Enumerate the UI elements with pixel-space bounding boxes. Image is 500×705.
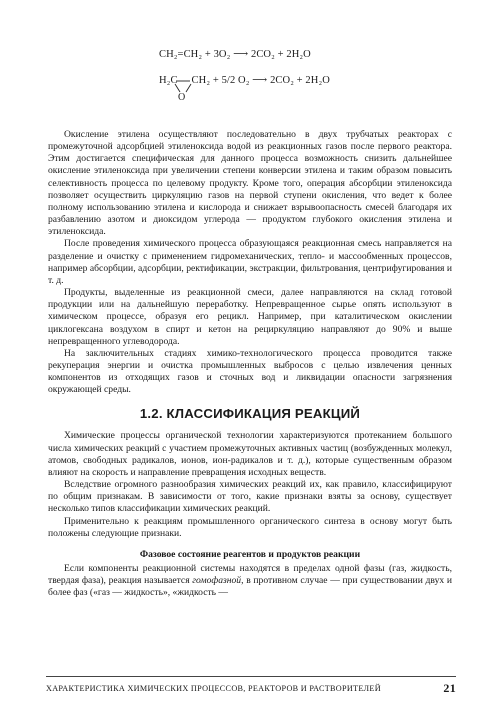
- section-paragraph-3: Применительно к реакциям промышленного органического синтеза в основу могут быть положены следующие признаки.: [48, 515, 452, 539]
- term-homophase: гомофазной: [192, 575, 242, 586]
- paragraph-2: После проведения химического процесса образующаяся реакционная смесь направляется на разделение и очистку с применением гидромеханических, тепло- и массообменных процессов, например абсорбции, адсорбции, ректификации, экстракции, фильтрования, центрифугирования и т. д.: [48, 238, 452, 286]
- page-body: [48, 129, 452, 599]
- section-heading: 1.2. КЛАССИФИКАЦИЯ РЕАКЦИЙ: [139, 406, 361, 422]
- equation-epoxide-left: H₂C: [159, 75, 178, 86]
- running-footer-title: ХАРАКТЕРИСТИКА ХИМИЧЕСКИХ ПРОЦЕССОВ, РЕАКТОРОВ И РАСТВОРИТЕЛЕЙ: [46, 684, 381, 693]
- section-paragraph-2: Вследствие огромного разнообразия химических реакций их, как правило, классифицируют по общим признакам. В зависимости от того, какие признаки взяты за основу, существует несколько типов классификации химических реакций.: [48, 479, 452, 515]
- page-number: 21: [443, 681, 456, 695]
- page-footer: [46, 676, 456, 695]
- epoxide-ring-bonds: [166, 80, 206, 98]
- equation-epoxide-right: + 5/2 O₂ ⟶ 2CO₂ + 2H₂O: [212, 75, 330, 86]
- last-paragraph-text-after: , в противном случае — при существовании двух и более фаз («газ — жидкость», «жидкость —: [48, 575, 452, 599]
- last-paragraph: [48, 563, 452, 599]
- equation-ethylene-oxidation: CH₂=CH₂ + 3O₂ ⟶ 2CO₂ + 2H₂O: [159, 49, 311, 60]
- last-paragraph-text-before: Если компоненты реакционной системы находятся в пределах одной фазы (газ, жидкость, твердая фаза), реакция называется: [48, 562, 452, 586]
- section-paragraph-1: Химические процессы органической технологии характеризуются протеканием большого числа химических реакций с участием промежуточных активных частиц (возбужденных молекул, атомов, свободных радикалов, ионов, ион-радикалов и т. д.), которые существенным образом влияют на скорость и направление превращения исходных веществ.: [48, 430, 452, 478]
- paragraph-1: Окисление этилена осуществляют последовательно в двух трубчатых реакторах с промежуточной адсорбцией этиленоксида водой из реакционных газов после первого реактора. Этим достигается специфическая для данного процесса возможность снизить дальнейшее окисление этиленоксида при увеличении степени конверсии этилена и таким образом повысить селективность процесса по целевому продукту. Кроме того, операция абсорбции этиленоксида позволяет осуществить циркуляцию газов на первой ступени окисления, что ведет к более полному использованию этилена и кислорода и снижает взрывоопасность смесей благодаря их разбавлению азотом и диоксидом углерода — продуктом глубокого окисления этилена и этиленоксида.: [48, 129, 452, 238]
- paragraph-3: Продукты, выделенные из реакционной смеси, далее направляются на склад готовой продукции или на дальнейшую переработку. Непревращенное сырье опять используют в химическом процессе, образуя его рецикл. Например, при каталитическом окислении циклогексана воздухом в спирт и кетон на рециркуляцию направляют до 90% и выше непревращенного углеводорода.: [48, 287, 452, 347]
- equation-epoxide-mid: CH₂: [191, 75, 211, 86]
- epoxide-oxygen: O: [178, 92, 186, 103]
- subsection-heading: Фазовое состояние реагентов и продуктов реакции: [139, 548, 361, 560]
- paragraph-4: На заключительных стадиях химико-технологического процесса проводится также рекуперация энергии и очистка промышленных выбросов с целью извлечения ценных компонентов из отходящих газов и сточных вод и ликвидации опасности загрязнения окружающей среды.: [48, 347, 452, 396]
